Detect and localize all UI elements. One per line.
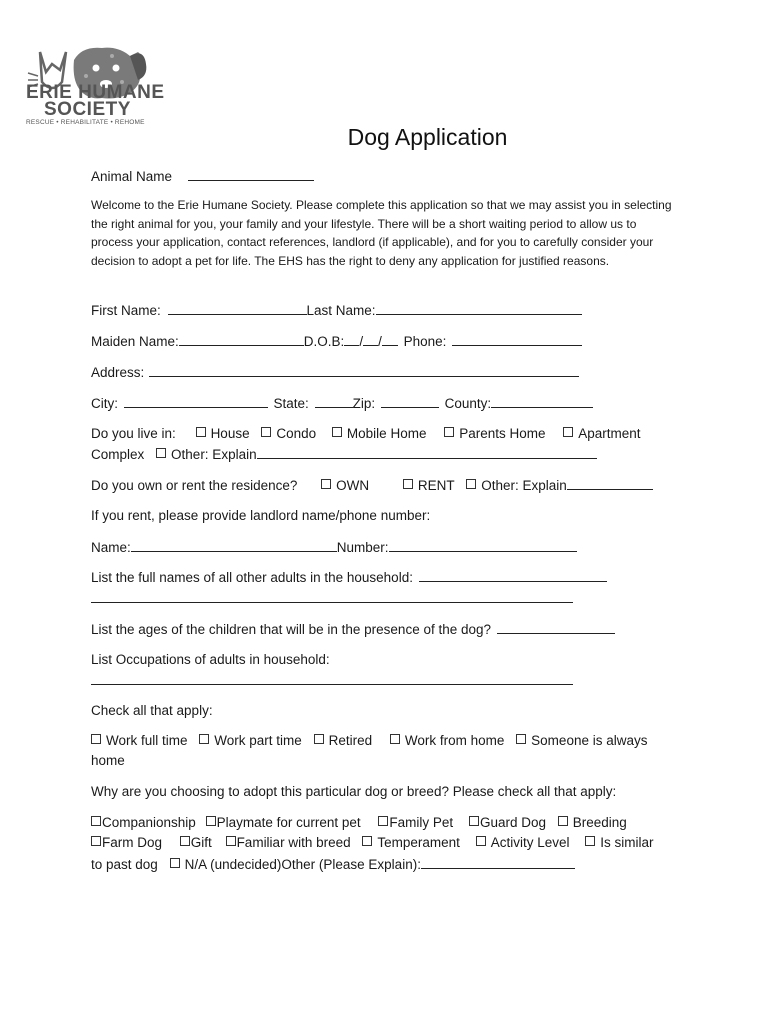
children-row bbox=[91, 621, 615, 637]
rent-checkbox[interactable] bbox=[403, 479, 413, 489]
adults-field[interactable] bbox=[419, 569, 607, 582]
guard-dog-checkbox[interactable] bbox=[469, 816, 479, 826]
city-field[interactable] bbox=[124, 395, 268, 408]
guard-dog-label: Guard Dog bbox=[479, 815, 546, 830]
address-label: Address: bbox=[91, 365, 145, 380]
animal-name-label: Animal Name bbox=[91, 169, 173, 184]
dob-day-field[interactable] bbox=[363, 333, 378, 346]
na-other-field[interactable] bbox=[421, 856, 575, 869]
parents-home-label: Parents Home bbox=[459, 426, 546, 441]
city-label: City: bbox=[91, 396, 118, 411]
logo-text-line1: ERIE HUMANE bbox=[26, 82, 165, 103]
first-name-field[interactable] bbox=[168, 302, 307, 315]
farm-dog-checkbox[interactable] bbox=[91, 836, 101, 846]
activity-level-label: Activity Level bbox=[490, 835, 570, 850]
maiden-name-field[interactable] bbox=[179, 333, 304, 346]
county-label: County: bbox=[444, 396, 492, 411]
state-label: State: bbox=[273, 396, 309, 411]
landlord-name-label: Name: bbox=[91, 540, 131, 555]
landlord-prompt: If you rent, please provide landlord name/phone number: bbox=[91, 508, 431, 523]
family-pet-label: Family Pet bbox=[389, 815, 454, 830]
mobile-home-checkbox[interactable] bbox=[332, 427, 342, 437]
dob-label: D.O.B: bbox=[303, 334, 345, 349]
occupations-field[interactable] bbox=[91, 672, 573, 685]
playmate-checkbox[interactable] bbox=[206, 816, 216, 826]
mobile-home-label: Mobile Home bbox=[346, 426, 427, 441]
breeding-label: Breeding bbox=[572, 815, 627, 830]
other-residence-label: Other: Explain bbox=[481, 478, 567, 493]
condo-label: Condo bbox=[276, 426, 317, 441]
work-part-time-checkbox[interactable] bbox=[199, 734, 209, 744]
companionship-label: Companionship bbox=[102, 815, 196, 830]
farm-dog-label: Farm Dog bbox=[102, 835, 163, 850]
work-from-home-label: Work from home bbox=[404, 733, 505, 748]
logo-tagline: RESCUE • REHABILITATE • REHOME bbox=[26, 119, 145, 126]
retired-label: Retired bbox=[328, 733, 373, 748]
intro-paragraph: Welcome to the Erie Humane Society. Please complete this application so that we may assist you in selecting the right animal for you, your family and your lifestyle. There will be a short waiting period to allow us to process your application, contact references, landlord (if applicable), and for you to carefully consider your decision to adopt a pet for life. The EHS has the right to deny any application for justified reasons. bbox=[91, 198, 672, 268]
name-row bbox=[91, 302, 582, 318]
phone-label: Phone: bbox=[403, 334, 447, 349]
gift-label: Gift bbox=[190, 835, 212, 850]
companionship-checkbox[interactable] bbox=[91, 816, 101, 826]
dob-month-field[interactable] bbox=[344, 333, 359, 346]
maiden-name-label: Maiden Name: bbox=[91, 334, 179, 349]
apartment-label: Apartment bbox=[578, 426, 641, 441]
is-similar-checkbox[interactable] bbox=[585, 836, 595, 846]
playmate-label: Playmate for current pet bbox=[216, 815, 361, 830]
county-field[interactable] bbox=[491, 395, 593, 408]
landlord-number-field[interactable] bbox=[389, 539, 577, 552]
work-status-row bbox=[91, 733, 647, 748]
temperament-checkbox[interactable] bbox=[362, 836, 372, 846]
temperament-label: Temperament bbox=[377, 835, 460, 850]
work-part-time-label: Work part time bbox=[214, 733, 302, 748]
landlord-name-field[interactable] bbox=[131, 539, 337, 552]
address-field[interactable] bbox=[149, 364, 579, 377]
children-prompt: List the ages of the children that will be in the presence of the dog? bbox=[91, 622, 492, 637]
dob-year-field[interactable] bbox=[382, 333, 398, 346]
other-residence-checkbox[interactable] bbox=[466, 479, 476, 489]
why-row-2 bbox=[91, 835, 653, 850]
other-live-label: Other: Explain bbox=[171, 447, 257, 462]
why-row-3 bbox=[91, 856, 575, 872]
gift-checkbox[interactable] bbox=[180, 836, 190, 846]
why-continued: to past dog bbox=[91, 857, 158, 872]
adults-row bbox=[91, 569, 607, 585]
someone-home-label: Someone is always bbox=[531, 733, 648, 748]
landlord-row bbox=[91, 539, 577, 555]
maiden-dob-phone-row: Maiden Name: D.O.B: / / Phone: bbox=[91, 333, 582, 349]
adults-field-2[interactable] bbox=[91, 590, 573, 603]
first-name-label: First Name: bbox=[91, 303, 161, 318]
breeding-checkbox[interactable] bbox=[558, 816, 568, 826]
condo-checkbox[interactable] bbox=[261, 427, 271, 437]
adults-row-2 bbox=[91, 590, 573, 606]
activity-level-checkbox[interactable] bbox=[476, 836, 486, 846]
is-similar-label: Is similar bbox=[600, 835, 654, 850]
occupations-row-2 bbox=[91, 672, 573, 688]
city-state-row bbox=[91, 395, 593, 411]
retired-checkbox[interactable] bbox=[314, 734, 324, 744]
own-rent-row bbox=[91, 477, 653, 493]
na-checkbox[interactable] bbox=[170, 858, 180, 868]
live-in-row-2 bbox=[91, 446, 597, 462]
own-checkbox[interactable] bbox=[321, 479, 331, 489]
live-in-row bbox=[91, 426, 641, 441]
work-status-continued: home bbox=[91, 753, 125, 768]
family-pet-checkbox[interactable] bbox=[378, 816, 388, 826]
children-field[interactable] bbox=[497, 621, 615, 634]
address-row bbox=[91, 364, 579, 380]
live-in-question: Do you live in: bbox=[91, 426, 176, 441]
other-live-checkbox[interactable] bbox=[156, 448, 166, 458]
familiar-breed-label: Familiar with breed bbox=[236, 835, 351, 850]
adults-prompt: List the full names of all other adults in the household: bbox=[91, 570, 413, 585]
familiar-breed-checkbox[interactable] bbox=[226, 836, 236, 846]
page-title: Dog Application bbox=[347, 124, 508, 150]
parents-home-checkbox[interactable] bbox=[444, 427, 454, 437]
own-rent-question: Do you own or rent the residence? bbox=[91, 478, 298, 493]
zip-field[interactable] bbox=[381, 395, 439, 408]
other-live-field[interactable] bbox=[257, 446, 597, 459]
apartment-checkbox[interactable] bbox=[563, 427, 573, 437]
work-full-time-label: Work full time bbox=[106, 733, 188, 748]
other-residence-field[interactable] bbox=[567, 477, 653, 490]
logo-text-line2: SOCIETY bbox=[44, 99, 131, 120]
check-all-label: Check all that apply: bbox=[91, 703, 213, 718]
last-name-field[interactable] bbox=[376, 302, 582, 315]
rent-label: RENT bbox=[417, 478, 455, 493]
na-other-label: N/A (undecided)Other (Please Explain): bbox=[184, 857, 421, 872]
own-label: OWN bbox=[336, 478, 370, 493]
house-label: House bbox=[210, 426, 250, 441]
animal-name-row bbox=[91, 168, 314, 184]
last-name-label: Last Name: bbox=[306, 303, 376, 318]
zip-label: Zip: bbox=[352, 396, 376, 411]
someone-home-checkbox[interactable] bbox=[516, 734, 526, 744]
landlord-number-label: Number: bbox=[336, 540, 389, 555]
occupations-prompt: List Occupations of adults in household: bbox=[91, 652, 330, 667]
complex-label: Complex bbox=[91, 447, 145, 462]
why-question: Why are you choosing to adopt this particular dog or breed? Please check all that apply: bbox=[91, 784, 617, 799]
state-field[interactable] bbox=[315, 395, 353, 408]
work-from-home-checkbox[interactable] bbox=[390, 734, 400, 744]
animal-name-field[interactable] bbox=[188, 168, 314, 181]
why-row-1 bbox=[91, 815, 627, 830]
work-full-time-checkbox[interactable] bbox=[91, 734, 101, 744]
phone-field[interactable] bbox=[452, 333, 582, 346]
house-checkbox[interactable] bbox=[196, 427, 206, 437]
